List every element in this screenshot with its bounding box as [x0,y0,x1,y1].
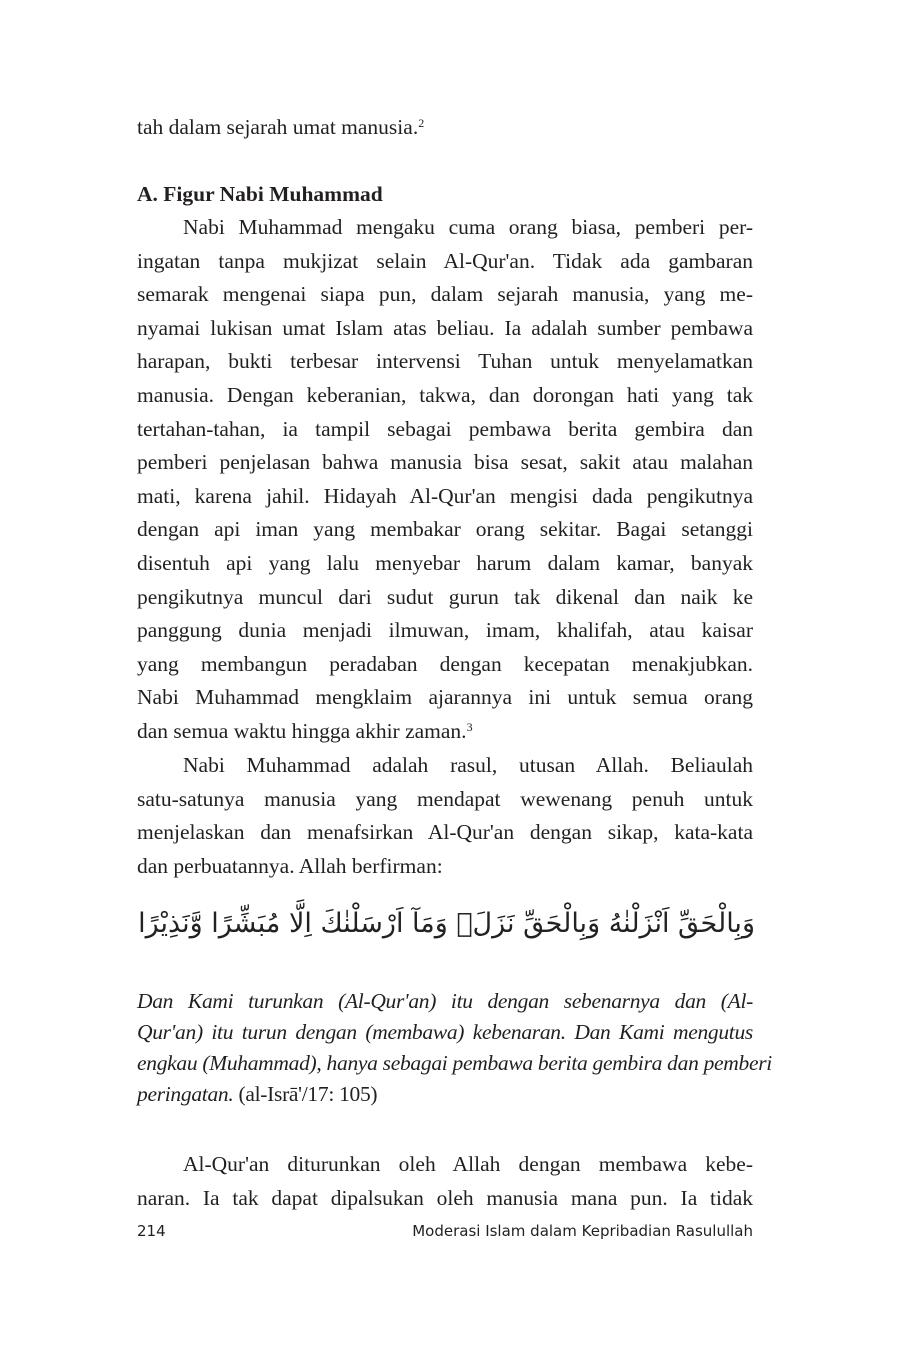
footnote-ref[interactable]: 2 [418,116,425,130]
line-text: mati, karena jahil. Hidayah Al-Qur'an mengisi dada pengikutnya [137,483,753,508]
text-line [137,816,753,850]
running-title: Moderasi Islam dalam Kepribadian Rasulullah [412,1222,753,1240]
text-line [137,312,753,346]
text-line [137,850,753,884]
text-line [137,648,753,682]
line-text: disentuh api yang lalu menyebar harum dalam kamar, banyak [137,550,753,575]
line-text: ingatan tanpa mukjizat selain Al-Qur'an. Tidak ada gambaran [137,248,753,273]
line-text: naran. Ia tak dapat dipalsukan oleh manusia mana pun. Ia tidak [137,1185,753,1210]
quran-verse-arabic: وَبِالْحَقِّ اَنْزَلْنٰهُ وَبِالْحَقِّ نَزَلَۗ وَمَآ اَرْسَلْنٰكَ اِلَّا مُبَشِّرًا وَّنَذِيْرًا [138,908,755,939]
intro-line [137,111,753,145]
verse-reference: (al-Isrā'/17: 105) [238,1082,378,1106]
line-text: tertahan-tahan, ia tampil sebagai pembawa berita gembira dan [137,416,753,441]
text-line [137,1182,753,1216]
line-text: harapan, bukti terbesar intervensi Tuhan untuk menyelamatkan [137,349,753,374]
text-line [137,1017,753,1048]
line-text: panggung dunia menjadi ilmuwan, imam, khalifah, atau kaisar [137,618,753,643]
text-line [137,513,753,547]
text-line [137,278,753,312]
paragraph-1 [137,211,753,749]
text-line [137,211,753,245]
text-line [137,480,753,514]
text-line [137,446,753,480]
page-number: 214 [137,1222,166,1240]
line-text: peringatan. [137,1082,234,1106]
line-text: Nabi Muhammad mengklaim ajarannya ini untuk semua orang [137,685,753,710]
paragraph-3 [137,1148,753,1215]
section-heading: A. Figur Nabi Muhammad [137,182,383,206]
text-line [137,413,753,447]
text-line [137,581,753,615]
line-text: dengan api iman yang membakar orang sekitar. Bagai setanggi [137,517,753,542]
text-line [137,681,753,715]
text-line [137,345,753,379]
line-text: semarak mengenai siapa pun, dalam sejarah manusia, yang me- [137,282,753,307]
line-text: menjelaskan dan menafsirkan Al-Qur'an dengan sikap, kata-kata [137,820,753,845]
line-text: Al-Qur'an diturunkan oleh Allah dengan membawa kebe- [183,1152,753,1176]
line-text: Nabi Muhammad adalah rasul, utusan Allah. Beliaulah [183,753,753,777]
text-line [137,1048,772,1079]
text-line [137,245,753,279]
line-text: Qur'an) itu turun dengan (membawa) kebenaran. Dan Kami mengutus [137,1020,753,1044]
text-line [137,379,753,413]
line-text: pengikutnya muncul dari sudut gurun tak dikenal dan naik ke [137,584,753,609]
line-text: nyamai lukisan umat Islam atas beliau. Ia adalah sumber pembawa [137,315,753,340]
line-text: pemberi penjelasan bahwa manusia bisa sesat, sakit atau malahan [137,450,753,475]
line-text: Nabi Muhammad mengaku cuma orang biasa, pemberi per- [183,215,753,239]
text-line [137,749,753,783]
intro-text: tah dalam sejarah umat manusia. [137,115,419,139]
text-line [137,614,753,648]
line-text: yang membangun peradaban dengan kecepatan menakjubkan. [137,651,753,676]
line-text: engkau (Muhammad), hanya sebagai pembawa berita gembira dan pemberi [137,1051,772,1075]
line-text: dan perbuatannya. Allah berfirman: [137,853,443,878]
text-line [137,783,753,817]
paragraph-2 [137,749,753,883]
verse-translation [137,986,772,1110]
text-line [137,986,753,1017]
text-line [137,547,753,581]
section-heading-wrap [137,178,753,212]
line-text: satu-satunya manusia yang mendapat wewenang penuh untuk [137,786,753,811]
text-line [137,1079,753,1110]
line-text: manusia. Dengan keberanian, takwa, dan dorongan hati yang tak [137,382,753,407]
footnote-ref[interactable]: 3 [466,719,473,734]
line-text: Dan Kami turunkan (Al-Qur'an) itu dengan sebenarnya dan (Al- [137,989,753,1013]
text-line [137,1148,753,1182]
line-text: dan semua waktu hingga akhir zaman. [137,718,467,743]
text-line [137,715,753,749]
